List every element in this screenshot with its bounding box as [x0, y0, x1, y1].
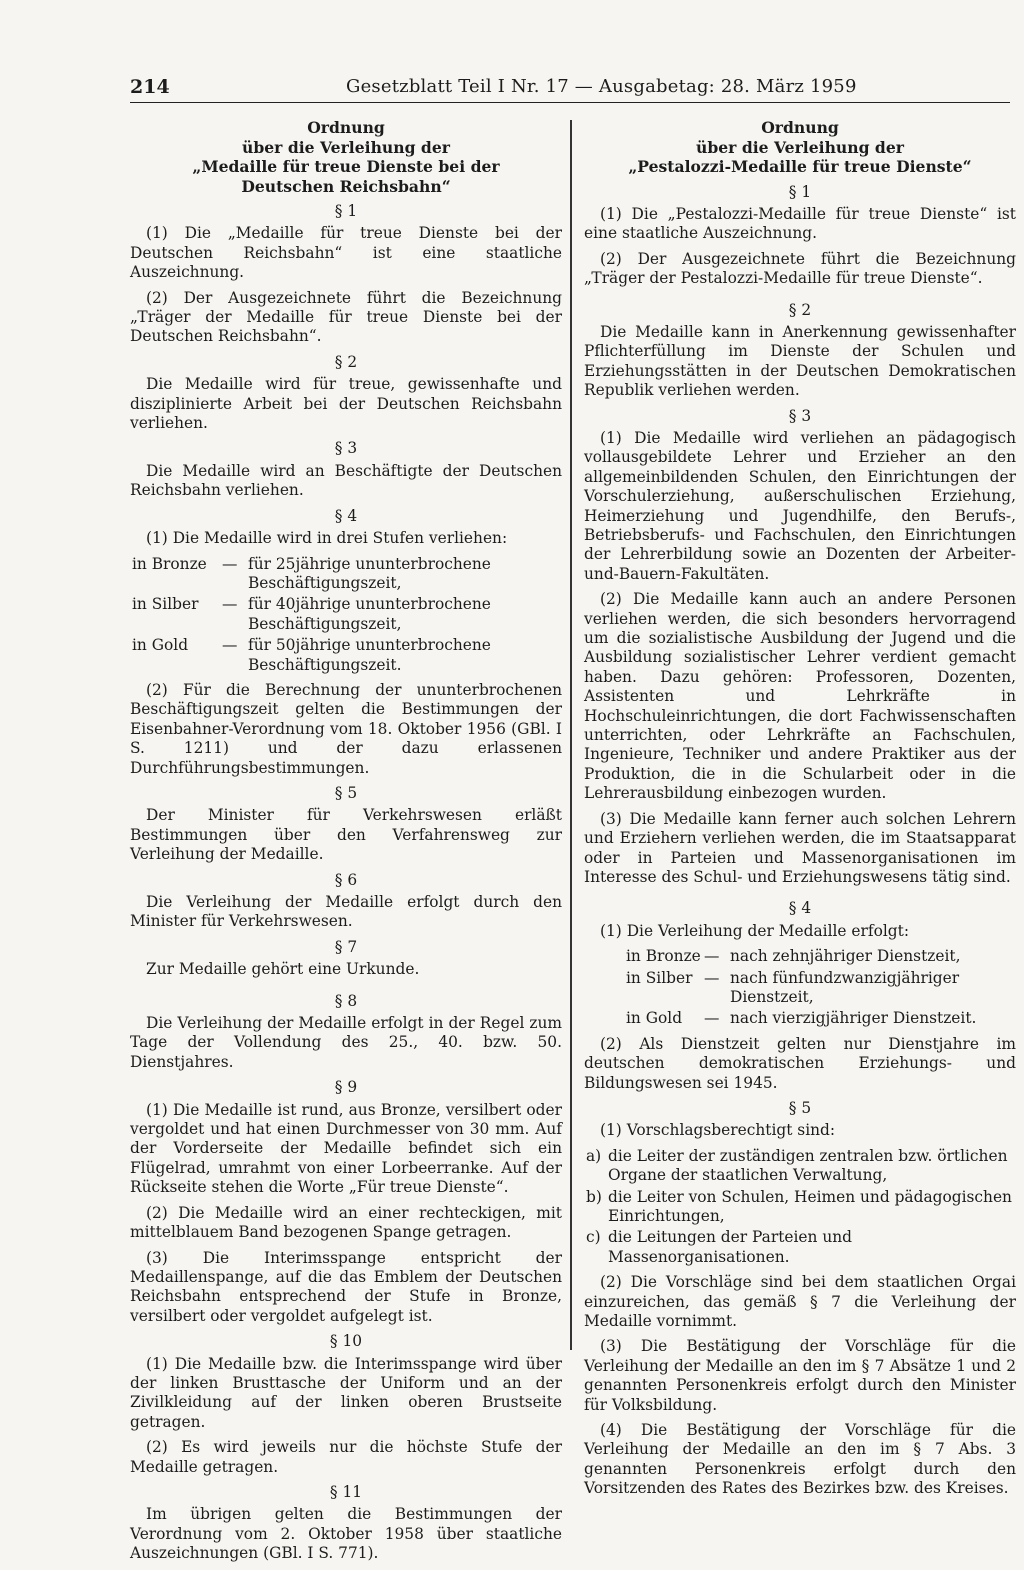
paragraph: Der Minister für Verkehrswesen erläßt Bestimmungen über den Verfahrensweg zur Verleihung der Medaille.	[130, 806, 562, 864]
list-item	[584, 1228, 1016, 1267]
paragraph: (1) Die Medaille ist rund, aus Bronze, versilbert oder vergoldet und hat einen Durchmesser von 30 mm. Auf der Vorderseite der Medaille befindet sich ein Flügelrad, umrahmt von einer Lorbeerranke. Auf der Rückseite stehen die Worte „Für treue Dienste“.	[130, 1100, 562, 1197]
level-item	[130, 555, 562, 594]
paragraph: (2) Die Medaille wird an einer rechteckigen, mit mittelblauem Band bezogenen Spange getragen.	[130, 1203, 562, 1242]
paragraph: Zur Medaille gehört eine Urkunde.	[146, 960, 420, 979]
section-heading: § 4	[334, 506, 358, 525]
paragraph: (2) Die Medaille kann auch an andere Personen verliehen werden, die sich besonders hervorragend um die sozialistische Ausbildung der Jugend und die Ausbildung sozialistischer Lehrer verdient gemacht haben. Dazu gehören: Professoren, Dozenten, Assistenten und Lehrkräfte in Hochschuleinrichtungen, die dort Fachwissenschaften unterrichten, oder Lehrkräfte an Fachschulen, Ingenieure, Techniker und andere Praktiker aus der Produktion, die in die Schularbeit oder in die Lehrerausbildung einbezogen wurden.	[584, 590, 1016, 803]
paragraph: (1) Die Medaille bzw. die Interimsspange wird über der linken Brusttasche der Uniform und an der Zivilkleidung auf der linken oberen Brustseite getragen.	[130, 1354, 562, 1431]
left-title-line: Deutschen Reichsbahn“	[241, 176, 451, 196]
right-title-line: über die Verleihung der	[696, 137, 904, 157]
right-column	[584, 118, 1016, 1505]
paragraph: (1) Vorschlagsberechtigt sind:	[600, 1121, 836, 1140]
left-title-line: Ordnung	[307, 118, 385, 137]
section-heading: § 1	[334, 202, 358, 220]
paragraph: (2) Für die Berechnung der ununterbrochenen Beschäftigungszeit gelten die Bestimmungen der Eisenbahner-Verordnung vom 18. Oktober 1956 (GBl. I S. 1211) und der dazu erlassenen Durchführungsbestimmungen.	[130, 680, 562, 777]
level-dash: —	[222, 595, 238, 614]
paragraph: Die Medaille kann in Anerkennung gewissenhafter Pflichterfüllung im Dienste der Schulen und Erziehungsstätten in der Deutschen Demokratischen Republik verliehen werden.	[584, 322, 1016, 400]
list-item	[584, 1147, 1016, 1186]
section-heading: § 9	[334, 1078, 358, 1097]
level-label: in Silber	[132, 595, 199, 614]
paragraph: (2) Der Ausgezeichnete führt die Bezeichnung „Träger der Pestalozzi-Medaille für treue Dienste“.	[584, 249, 1016, 288]
level-text: nach zehnjähriger Dienstzeit,	[730, 947, 961, 966]
paragraph: Die Verleihung der Medaille erfolgt durch den Minister für Verkehrswesen.	[130, 893, 562, 931]
paragraph: (1) Die Medaille wird verliehen an pädagogisch vollausgebildete Lehrer und Erzieher an den allgemeinbildenden Schulen, den Einrichtungen der Vorschulerziehung, außerschulischen Erziehung, Heimerziehung und Jugendhilfe, den Berufs-, Betriebsberufs- und Fachschulen, den Einrichtungen der Lehrerbildung sowie an Dozenten der Arbeiter-und-Bauern-Fakultäten.	[584, 428, 1016, 583]
section-heading: § 2	[788, 300, 812, 319]
section-heading: § 5	[334, 783, 358, 802]
paragraph: (4) Die Bestätigung der Vorschläge für die Verleihung der Medaille an den im § 7 Abs. 3 genannten Personenkreis erfolgt durch den Vorsitzenden des Rates des Bezirkes bzw. des Kreises.	[584, 1421, 1016, 1498]
left-title-line: über die Verleihung der	[242, 137, 450, 157]
level-dash: —	[704, 947, 720, 966]
level-label: in Bronze	[626, 947, 701, 966]
level-dash: —	[704, 1009, 720, 1028]
section-heading: § 4	[788, 899, 812, 918]
level-label: in Gold	[132, 636, 189, 655]
right-title-line: „Pestalozzi-Medaille für treue Dienste“	[628, 157, 972, 176]
section-heading: § 10	[329, 1332, 363, 1351]
level-dash: —	[704, 968, 720, 987]
list-text: die Leiter von Schulen, Heimen und pädagogischen Einrichtungen,	[608, 1187, 1012, 1225]
paragraph: (3) Die Interimsspange entspricht der Medaillenspange, auf die das Emblem der Deutschen Reichsbahn entsprechend der Stufe in Bronze, versilbert oder vergoldet aufgelegt ist.	[130, 1248, 562, 1325]
section-heading: § 5	[788, 1098, 812, 1117]
level-dash: —	[222, 636, 238, 655]
right-title	[584, 118, 1016, 177]
paragraph: Die Medaille wird an Beschäftigte der Deutschen Reichsbahn verliehen.	[130, 461, 562, 500]
level-text: für 25jährige ununterbrochene Beschäftigungszeit,	[248, 554, 491, 592]
left-column	[130, 118, 562, 1570]
list-marker: a)	[586, 1146, 602, 1165]
header-title: Gesetzblatt Teil I Nr. 17 — Ausgabetag: 28. März 1959	[346, 76, 857, 97]
list-text: die Leitungen der Parteien und Massenorganisationen.	[608, 1228, 853, 1266]
section-heading: § 1	[788, 182, 812, 201]
level-list	[130, 555, 562, 675]
paragraph: (1) Die „Medaille für treue Dienste bei der Deutschen Reichsbahn“ ist eine staatliche Auszeichnung.	[130, 224, 562, 282]
paragraph: (1) Die Medaille wird in drei Stufen verliehen:	[146, 529, 508, 548]
section-heading: § 2	[334, 352, 358, 371]
list-item	[584, 1188, 1016, 1227]
level-text: für 40jährige ununterbrochene Beschäftigungszeit,	[248, 595, 491, 633]
section-heading: § 11	[329, 1482, 363, 1501]
right-title-line: Ordnung	[761, 118, 839, 137]
level-item	[584, 1009, 1016, 1028]
paragraph: Die Medaille wird für treue, gewissenhafte und disziplinierte Arbeit bei der Deutschen Reichsbahn verliehen.	[130, 375, 562, 433]
level-dash: —	[222, 554, 238, 573]
page-number: 214	[130, 76, 170, 98]
level-label: in Bronze	[132, 554, 207, 573]
level-list	[584, 947, 1016, 1029]
paragraph: (2) Die Vorschläge sind bei dem staatlichen Orgai einzureichen, das gemäß § 7 die Verleihung der Medaille vornimmt.	[584, 1273, 1016, 1331]
paragraph: (1) Die Verleihung der Medaille erfolgt:	[600, 921, 909, 940]
level-text: für 50jährige ununterbrochene Beschäftigungszeit.	[248, 636, 491, 674]
level-item	[130, 595, 562, 634]
level-item	[130, 636, 562, 675]
paragraph: (3) Die Medaille kann ferner auch solchen Lehrern und Erziehern verliehen werden, die im Staatsapparat oder in Parteien und Massenorganisationen im Interesse des Schul- und Erziehungswesens tätig sind.	[584, 809, 1016, 886]
level-label: in Silber	[626, 968, 693, 987]
paragraph: Im übrigen gelten die Bestimmungen der Verordnung vom 2. Oktober 1958 über staatliche Auszeichnungen (GBl. I S. 771).	[130, 1505, 562, 1563]
section-heading: § 7	[334, 937, 358, 956]
level-item	[584, 947, 1016, 966]
left-title	[130, 118, 562, 196]
proposer-list	[584, 1147, 1016, 1267]
list-marker: b)	[586, 1187, 602, 1206]
section-heading: § 8	[334, 991, 358, 1010]
level-text: nach fünfundzwanzigjähriger Dienstzeit,	[730, 968, 960, 1006]
paragraph: (2) Es wird jeweils nur die höchste Stufe der Medaille getragen.	[130, 1438, 562, 1476]
page-header	[130, 76, 1010, 103]
left-title-line: „Medaille für treue Dienste bei der	[192, 157, 500, 176]
list-text: die Leiter der zuständigen zentralen bzw. örtlichen Organe der staatlichen Verwaltung,	[608, 1146, 1008, 1185]
paragraph: (1) Die „Pestalozzi-Medaille für treue Dienste“ ist eine staatliche Auszeichnung.	[584, 204, 1016, 243]
paragraph: (2) Als Dienstzeit gelten nur Dienstjahre im deutschen demokratischen Erziehungs- und Bildungswesen sei 1945.	[584, 1034, 1016, 1092]
section-heading: § 3	[334, 439, 358, 458]
level-item	[584, 969, 1016, 1008]
paragraph: (2) Der Ausgezeichnete führt die Bezeichnung „Träger der Medaille für treue Dienste bei der Deutschen Reichsbahn“.	[130, 288, 562, 346]
section-heading: § 3	[788, 406, 812, 425]
level-label: in Gold	[626, 1009, 683, 1028]
paragraph: (3) Die Bestätigung der Vorschläge für die Verleihung der Medaille an den im § 7 Absätze 1 und 2 genannten Personenkreis erfolgt durch den Minister für Volksbildung.	[584, 1337, 1016, 1414]
section-heading: § 6	[334, 870, 358, 889]
column-divider	[570, 120, 572, 1350]
paragraph: Die Verleihung der Medaille erfolgt in der Regel zum Tage der Vollendung des 25., 40. bzw. 50. Dienstjahres.	[130, 1014, 562, 1071]
list-marker: c)	[586, 1228, 601, 1247]
level-text: nach vierzigjähriger Dienstzeit.	[730, 1009, 977, 1028]
